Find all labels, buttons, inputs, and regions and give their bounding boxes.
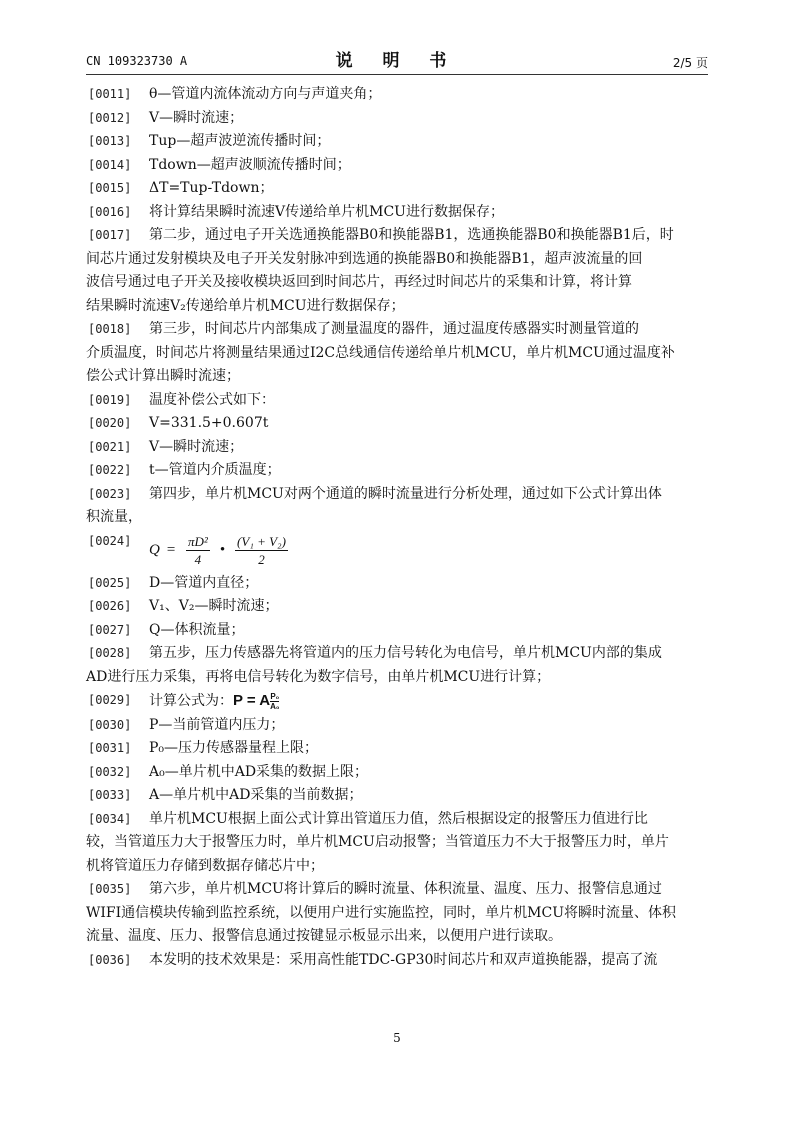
paragraph [86, 595, 708, 619]
paragraph-number: [0036] [88, 952, 132, 967]
paragraph-number: [0021] [88, 439, 132, 454]
paragraph-line: 温度补偿公式如下： [149, 391, 275, 408]
paragraph-line: 介质温度，时间芯片将测量结果通过I2C总线通信传递给单片机MCU，单片机MCU通过温度补 [86, 344, 675, 361]
paragraph [86, 761, 708, 785]
paragraph-number: [0034] [88, 811, 132, 826]
paragraph [86, 949, 708, 973]
formula-denominator: A₀ [270, 701, 280, 711]
paragraph-number: [0025] [88, 575, 132, 590]
paragraph-number: [0019] [88, 392, 132, 407]
document-title: 说 明 书 [335, 51, 459, 71]
paragraph-line: 第二步，通过电子开关选通换能器B0和换能器B1，选通换能器B0和换能器B1后，时 [149, 227, 674, 243]
eq-sign: = [165, 541, 176, 558]
paragraph-number: [0035] [88, 882, 132, 896]
paragraph-line: AD进行压力采集，再将电信号转化为数字信号，由单片机MCU进行计算； [86, 668, 551, 685]
paragraph-line: V=331.5+0.607t [149, 415, 269, 431]
paragraph [86, 130, 708, 154]
paragraph-number: [0029] [88, 693, 132, 707]
paragraph-line: 单片机MCU根据上面公式计算出管道压力值，然后根据设定的报警压力值进行比 [149, 810, 648, 827]
paragraph [86, 714, 708, 738]
paragraph [86, 530, 708, 572]
paragraph-line: 本发明的技术效果是：采用高性能TDC-GP30时间芯片和双声道换能器，提高了流 [149, 951, 658, 968]
formula-fraction [270, 692, 279, 711]
eq-numerator-1: πD² [187, 534, 208, 549]
paragraph-number: [0020] [88, 416, 132, 430]
paragraph-number: [0022] [88, 463, 132, 477]
paragraph-number: [0032] [88, 764, 132, 779]
paragraph-line: WIFI通信模块传输到监控系统，以便用户进行实施监控，同时，单片机MCU将瞬时流量、体积 [86, 904, 677, 921]
eq-fraction-2 [235, 533, 288, 568]
formula-lhs: P = A [233, 692, 271, 709]
eq-lhs: Q [149, 541, 160, 558]
paragraph-line: 积流量， [86, 509, 142, 525]
paragraph-number: [0027] [88, 622, 132, 637]
paragraph-number: [0033] [88, 788, 132, 802]
paragraph-line: A—单片机中AD采集的当前数据； [149, 787, 363, 803]
paragraph-number: [0012] [88, 110, 132, 125]
paragraph [86, 483, 708, 530]
paragraph-line: 将计算结果瞬时流速V传递给单片机MCU进行数据保存； [149, 203, 504, 220]
paragraph-line: 结果瞬时流速V₂传递给单片机MCU进行数据保存； [86, 297, 405, 314]
paragraph-line: V—瞬时流速； [149, 438, 244, 455]
eq-denominator-1: 4 [194, 552, 202, 567]
paragraph-line: P—当前管道内压力； [149, 716, 285, 733]
paragraph-number: [0023] [88, 486, 132, 501]
paragraph-number: [0030] [88, 717, 132, 732]
paragraph-line: 较，当管道压力大于报警压力时，单片机MCU启动报警；当管道压力不大于报警压力时，单片 [86, 834, 669, 850]
paragraph [86, 224, 708, 318]
paragraph-number: [0014] [88, 157, 132, 172]
paragraph-number: [0016] [88, 204, 132, 219]
paragraph [86, 177, 708, 201]
paragraph [86, 389, 708, 413]
paragraph-line: Q—体积流量； [149, 621, 245, 638]
eq-denominator-2: 2 [258, 552, 265, 567]
paragraph-line: 间芯片通过发射模块及电子开关发射脉冲到选通的换能器B0和换能器B1，超声波流量的回 [86, 250, 643, 267]
paragraph [86, 808, 708, 879]
paragraph-number: [0024] [88, 533, 132, 548]
paragraph-line: V₁、V₂—瞬时流速； [149, 598, 279, 614]
paragraph [86, 619, 708, 643]
patent-number: CN 109323730 A [86, 54, 188, 68]
paragraph-line: 偿公式计算出瞬时流速； [86, 368, 240, 384]
paragraph [86, 201, 708, 225]
paragraph-line: 第五步，压力传感器先将管道内的压力信号转化为电信号，单片机MCU内部的集成 [149, 645, 662, 661]
paragraph [86, 154, 708, 178]
paragraph-number: [0026] [88, 599, 132, 613]
paragraph-line: 第六步，单片机MCU将计算后的瞬时流量、体积流量、温度、压力、报警信息通过 [149, 881, 662, 897]
formula-label: 计算公式为： [149, 693, 233, 709]
paragraph [86, 689, 708, 714]
eq-numerator-2: (V₁ + V₂) [237, 534, 286, 549]
paragraph-line: A₀—单片机中AD采集的数据上限； [149, 763, 369, 780]
paragraph-number: [0017] [88, 228, 132, 242]
formula-numerator: P₀ [270, 691, 280, 701]
eq-operator: • [219, 541, 226, 558]
paragraph-number: [0018] [88, 322, 132, 336]
paragraph [86, 642, 708, 689]
paragraph-line: P₀—压力传感器量程上限； [149, 740, 319, 756]
paragraph [86, 784, 708, 808]
paragraph-line: θ—管道内流体流动方向与声道夹角； [149, 86, 382, 102]
volume-flow-equation [149, 530, 292, 572]
paragraph-line: 第三步，时间芯片内部集成了测量温度的器件，通过温度传感器实时测量管道的 [149, 321, 639, 337]
paragraph [86, 878, 708, 949]
paragraph-number: [0031] [88, 741, 132, 755]
paragraph [86, 436, 708, 460]
paragraph [86, 318, 708, 389]
paragraph [86, 412, 708, 436]
paragraph [86, 83, 708, 107]
paragraph-line: t—管道内介质温度； [149, 462, 281, 478]
paragraph-line: Tdown—超声波顺流传播时间； [149, 156, 351, 173]
paragraph-number: [0011] [88, 87, 132, 101]
paragraph-line: Tup—超声波逆流传播时间； [149, 133, 331, 149]
eq-fraction-1 [186, 533, 210, 568]
pressure-formula [149, 689, 708, 714]
paragraph [86, 107, 708, 131]
paragraph-line: 流量、温度、压力、报警信息通过按键显示板显示出来，以便用户进行读取。 [86, 928, 562, 944]
page-number: 5 [393, 1031, 401, 1045]
paragraph-number: [0028] [88, 646, 132, 660]
paragraph-line: V—瞬时流速； [149, 109, 244, 126]
page-header [86, 46, 708, 72]
document-body [86, 83, 708, 972]
paragraph-line: D—管道内直径； [149, 574, 259, 591]
header-rule [86, 74, 708, 75]
page-indicator: 2/5 页 [672, 56, 708, 70]
paragraph-line: 第四步，单片机MCU对两个通道的瞬时流量进行分析处理，通过如下公式计算出体 [149, 485, 662, 502]
paragraph-line: 波信号通过电子开关及接收模块返回到时间芯片，再经过时间芯片的采集和计算，将计算 [86, 274, 632, 290]
paragraph [86, 737, 708, 761]
paragraph-line: 机将管道压力存储到数据存储芯片中； [86, 857, 324, 874]
paragraph-line: ΔT=Tup-Tdown； [149, 180, 274, 196]
paragraph-number: [0015] [88, 181, 132, 195]
paragraph-number: [0013] [88, 134, 132, 148]
paragraph [86, 459, 708, 483]
paragraph [86, 572, 708, 596]
